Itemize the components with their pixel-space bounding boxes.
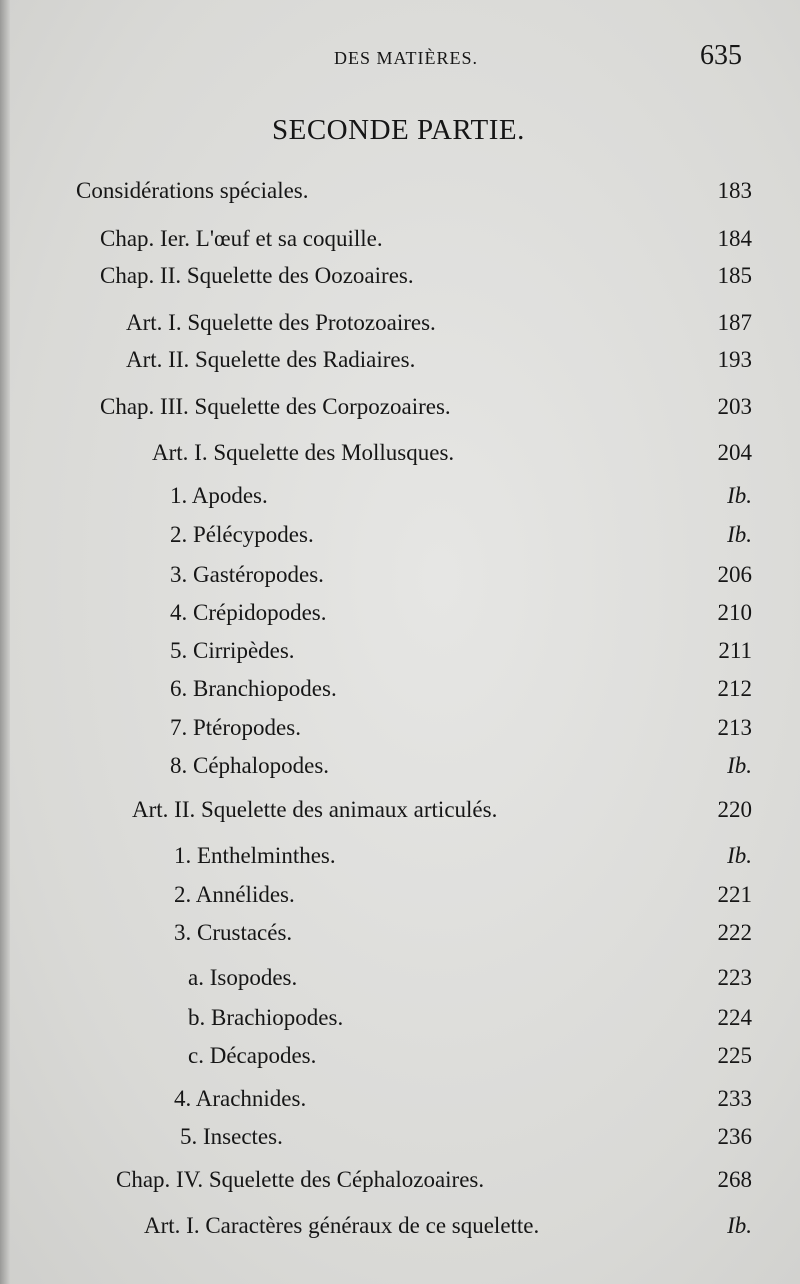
toc-entry-page: Ib. [727,843,752,868]
toc-entry [0,797,800,833]
toc-entry-label: 2. Annélides. [174,882,295,907]
toc-entry-label: Considérations spéciales. [76,178,309,203]
toc-entry-label: Chap. II. Squelette des Oozoaires. [100,263,414,288]
toc-entry-page: Ib. [727,753,752,778]
toc-entry-label: 5. Insectes. [180,1124,283,1149]
toc-entry-page: 211 [718,638,752,663]
toc-entry-label: 3. Crustacés. [174,920,293,945]
toc-entry-label: 1. Enthelminthes. [174,843,336,868]
toc-entry [0,882,800,918]
toc-entry [0,965,800,1001]
toc-entry [0,920,800,956]
toc-entry [0,562,800,598]
toc-entry-label: Art. II. Squelette des Radiaires. [126,347,416,372]
part-title: SECONDE PARTIE. [272,114,525,146]
toc-entry-page: 204 [717,440,752,465]
toc-entry-label: Art. I. Squelette des Mollusques. [152,440,455,465]
toc-entry [0,1043,800,1079]
toc-entry-page: 233 [717,1086,752,1111]
toc-entry-page: 221 [717,882,752,907]
toc-entry [0,1213,800,1249]
toc-entry-label: 8. Céphalopodes. [170,753,330,778]
toc-entry [0,676,800,712]
toc-entry [0,1005,800,1041]
toc-entry-label: a. Isopodes. [188,965,298,990]
toc-entry [0,347,800,383]
toc-entry-page: 184 [717,226,752,251]
toc-entry [0,310,800,346]
toc-entry-page: 224 [717,1005,752,1030]
toc-entry-page: 193 [717,347,752,372]
toc-entry-page: 220 [717,797,752,822]
toc-entry-label: Art. II. Squelette des animaux articulés. [132,797,498,822]
toc-entry-page: 206 [717,562,752,587]
toc-entry-label: Art. I. Caractères généraux de ce squelette. [144,1213,540,1238]
toc-entry-page: 268 [717,1167,752,1192]
toc-entry [0,394,800,430]
toc-entry-page: 213 [717,715,752,740]
toc-entry-page: Ib. [727,483,752,508]
toc-entry-label: c. Décapodes. [188,1043,317,1068]
toc-entry-page: 236 [717,1124,752,1149]
toc-entry-label: 3. Gastéropodes. [170,562,324,587]
toc-entry-label: 4. Arachnides. [174,1086,307,1111]
toc-entry-label: 4. Crépidopodes. [170,600,327,625]
toc-entry-label: Chap. Ier. L'œuf et sa coquille. [100,226,383,251]
toc-entry-page: 183 [717,178,752,203]
toc-entry-page: 225 [717,1043,752,1068]
toc-entry-page: 187 [717,310,752,335]
toc-entry-label: 5. Cirripèdes. [170,638,295,663]
toc-entry [0,753,800,789]
toc-entry [0,600,800,636]
toc-entry-label: 7. Ptéropodes. [170,715,301,740]
toc-entry-page: 223 [717,965,752,990]
running-head: DES MATIÈRES. [334,48,479,68]
toc-entry [0,263,800,299]
toc-entry [0,440,800,476]
toc-entry-page: 212 [717,676,752,701]
toc-entry [0,1086,800,1122]
toc-entry-page: 222 [717,920,752,945]
toc-entry-label: 6. Branchiopodes. [170,676,337,701]
toc-entry-label: Chap. IV. Squelette des Céphalozoaires. [116,1167,485,1192]
toc-entry [0,843,800,879]
toc-entry [0,1124,800,1160]
toc-entry-label: 1. Apodes. [170,483,268,508]
toc-entry [0,715,800,751]
toc-entry-label: Art. I. Squelette des Protozoaires. [126,310,436,335]
toc-entry [0,522,800,558]
toc-entry-page: 185 [717,263,752,288]
toc-entry-page: 203 [717,394,752,419]
toc-entry [0,178,800,214]
toc-entry-label: b. Brachiopodes. [188,1005,344,1030]
toc-entry-page: Ib. [727,522,752,547]
toc-entry-page: 210 [717,600,752,625]
page-number: 635 [700,40,742,71]
toc-entry [0,226,800,262]
toc-entry-page: Ib. [727,1213,752,1238]
toc-entry-label: 2. Pélécypodes. [170,522,314,547]
toc-entry-label: Chap. III. Squelette des Corpozoaires. [100,394,451,419]
toc-entry [0,638,800,674]
toc-entry [0,483,800,519]
toc-entry [0,1167,800,1203]
